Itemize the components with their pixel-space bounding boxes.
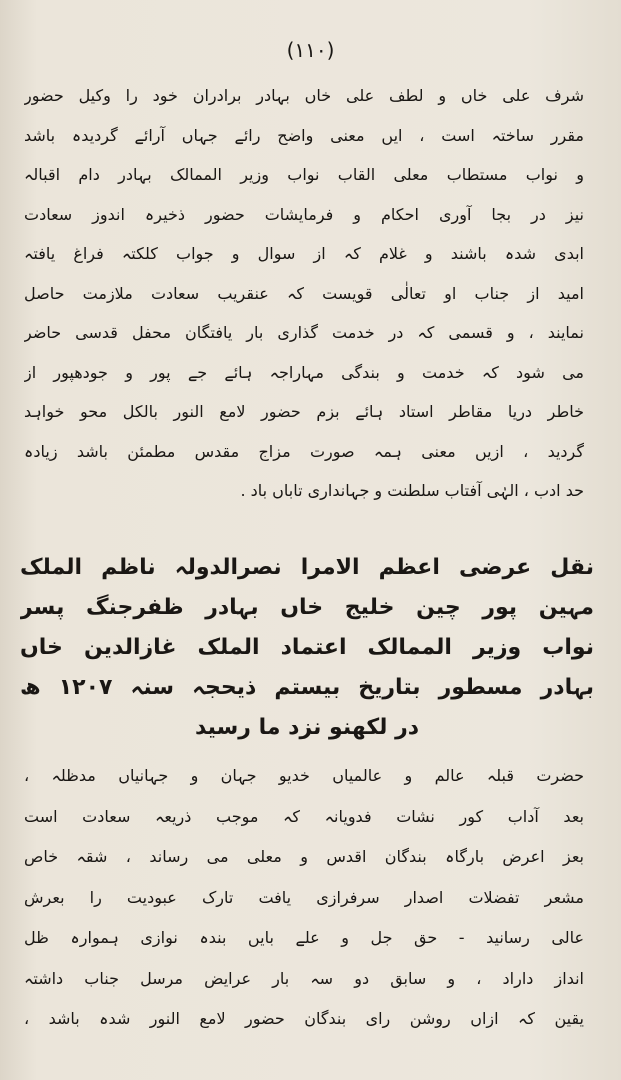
text-line: مشعر تفضلات اصدار سرفرازی یافت تارک عبودیت را بعرش bbox=[24, 887, 584, 907]
text-line: یقین کہ ازاں روشن رای بندگان حضور لامع النور شدہ باشد ، bbox=[24, 1009, 584, 1028]
page-number: (۱۱۰) bbox=[286, 38, 335, 62]
text-line: مقرر ساختہ است ، ایں معنی واضح رائے جہاں آرائے گردیدہ باشد bbox=[24, 125, 584, 145]
paragraph-2 bbox=[24, 756, 584, 1040]
text-line: می شود کہ خدمت و بندگی مہاراجہ ہائے جے پور و جودھپور از bbox=[24, 362, 584, 382]
paragraph-1 bbox=[24, 76, 584, 511]
text-line: گردید ، ازیں معنی ہمہ صورت مزاج مقدس مطمئن باشد زیادہ bbox=[24, 441, 584, 461]
heading-line: بہادر مسطور بتاریخ بیستم ذیحجہ سنہ ۱۲۰۷ ھ bbox=[20, 675, 594, 700]
heading-line: در لکھنو نزد ما رسید bbox=[194, 715, 420, 740]
text-line: انداز داراد ، و سابق دو سہ بار عرایض مرسل جناب داشتہ bbox=[24, 968, 584, 988]
heading-line: نقل عرضی اعظم الامرا نصرالدولہ ناظم الملک bbox=[20, 555, 594, 580]
heading-line: مہین پور چین خلیج خاں بہادر ظفرجنگ پسر bbox=[20, 595, 594, 620]
text-line: بعز اعرض بارگاہ بندگان اقدس و معلی می رساند ، شقہ خاص bbox=[24, 847, 584, 866]
heading-line: نواب وزیر الممالک اعتماد الملک غازالدین خاں bbox=[20, 635, 594, 660]
text-line: نمایند ، و قسمی کہ در خدمت گذاری بار یافتگان محفل قدسی حاضر bbox=[24, 323, 584, 342]
text-line: امید از جناب او تعالٰی قویست کہ عنقریب سعادت ملازمت حاصل bbox=[24, 283, 584, 303]
text-line: و نواب مستطاب معلی القاب نواب وزیر الممالک بہادر دام اقبالہ bbox=[24, 165, 584, 184]
text-line: نیز در بجا آوری احکام و فرمایشات حضور ذخیرہ اندوز سعادت bbox=[24, 204, 584, 224]
text-line: عالی رسانید - حق جل و علے بایں بندہ نوازی ہموارہ ظل bbox=[24, 928, 584, 947]
text-line: حد ادب ، الہٰی آفتاب سلطنت و جہانداری تاباں باد . bbox=[240, 481, 584, 500]
text-line: خاطر دریا مقاطر استاد ہائے بزم حضور لامع النور بالکل محو خواہد bbox=[24, 402, 584, 421]
section-heading bbox=[20, 548, 594, 748]
text-line: شرف علی خاں و لطف علی خاں بہادر برادران خود را وکیل حضور bbox=[24, 86, 584, 105]
text-line: بعد آداب کور نشات فدویانہ کہ موجب ذریعہ سعادت است bbox=[24, 806, 584, 826]
text-line: حضرت قبلہ عالم و عالمیاں خدیو جہان و جہانیاں مدظلہ ، bbox=[24, 766, 584, 785]
text-line: ابدی شدہ باشند و غلام کہ از سوال و جواب کلکتہ فراغ یافتہ bbox=[24, 244, 584, 263]
